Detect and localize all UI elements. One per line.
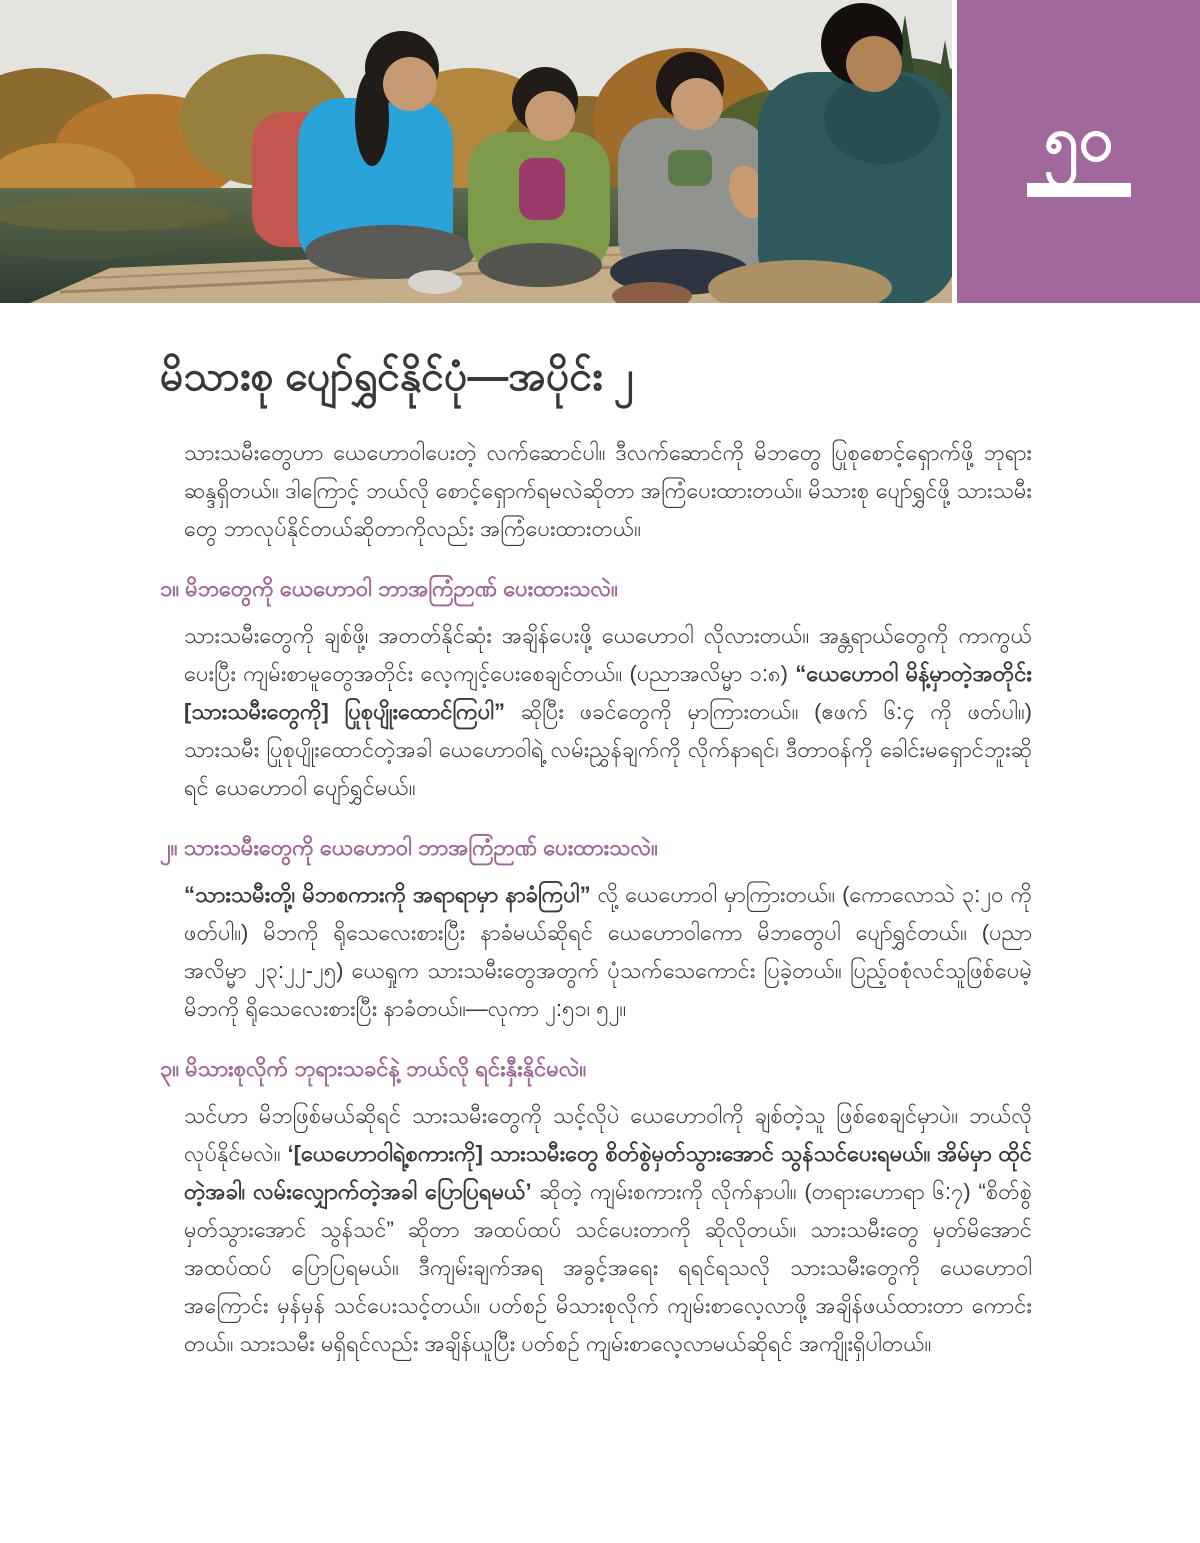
family-photo-illustration [0,0,952,303]
section-1-paragraph: သားသမီးတွေကို ချစ်ဖို့၊ အတတ်နိုင်ဆုံး အချိန်ပေးဖို့ ယေဟောဝါ လိုလားတယ်။ အန္တရာယ်တွေကို ကာကွယ်ပေးပြီး ကျမ်းစာမူတွေအတိုင်း လေ့ကျင့်ပေးစေချင်တယ်။ (ပညာအလိမ္မာ ၁:၈) “ယေဟောဝါ မိန့်မှာတဲ့အတိုင်း [သားသမီးတွေကို] ပြုစုပျိုးထောင်ကြပါ” ဆိုပြီး ဖခင်တွေကို မှာကြားတယ်။ (ဧဖက် ၆:၄ ကို ဖတ်ပါ။) သားသမီး ပြုစုပျိုးထောင်တဲ့အခါ ယေဟောဝါရဲ့ လမ်းညွှန်ချက်ကို လိုက်နာရင်၊ ဒီတာဝန်ကို ခေါင်းမရှောင်ဘူးဆိုရင် ယေဟောဝါ ပျော်ရွှင်မယ်။ [184,622,1032,800]
section-3-heading: ၃။ မိသားစုလိုက် ဘုရားသခင်နဲ့ ဘယ်လို ရင်းနှီးနိုင်မလဲ။ [160,1056,587,1082]
section-2-paragraph: “သားသမီးတို့၊ မိဘစကားကို အရာရာမှာ နာခံကြပါ” လို့ ယေဟောဝါ မှာကြားတယ်။ (ကောလောသဲ ၃:၂၀ ကို ဖတ်ပါ။) မိဘကို ရိုသေလေးစားပြီး နာခံမယ်ဆိုရင် ယေဟောဝါကော မိဘတွေပါ ပျော်ရွှင်တယ်။ (ပညာအလိမ္မာ ၂၃:၂၂-၂၅) ယေရှုက သားသမီးတွေအတွက် ပုံသက်သေကောင်း ပြခဲ့တယ်။ ပြည့်ဝစုံလင်သူဖြစ်ပေမဲ့ မိဘကို ရိုသေလေးစားပြီး နာခံတယ်။—လုကာ ၂:၅၁၊ ၅၂။ [184,881,1032,1022]
page-title: မိသားစု ပျော်ရွှင်နိုင်ပုံ—အပိုင်း ၂ [160,353,635,399]
section-2-heading: ၂။ သားသမီးတွေကို ယေဟောဝါ ဘာအကြံဉာဏ် ပေးထားသလဲ။ [160,834,658,860]
lesson-number: ၅၀ [1043,105,1114,175]
lesson-underline-bar [1027,183,1131,197]
section-1-heading: ၁။ မိဘတွေကို ယေဟောဝါ ဘာအကြံဉာဏ် ပေးထားသလဲ။ [160,575,618,601]
intro-paragraph: သားသမီးတွေဟာ ယေဟောဝါပေးတဲ့ လက်ဆောင်ပါ။ ဒီလက်ဆောင်ကို မိဘတွေ ပြုစုစောင့်ရှောက်ဖို့ ဘုရား ဆန္ဒရှိတယ်။ ဒါကြောင့် ဘယ်လို စောင့်ရှောက်ရမလဲဆိုတာ အကြံပေးထားတယ်။ မိသားစု ပျော်ရွှင်ဖို့ သားသမီးတွေ ဘာလုပ်နိုင်တယ်ဆိုတာကိုလည်း အကြံပေးထားတယ်။ [184,439,1032,541]
section-3-paragraph: သင်ဟာ မိဘဖြစ်မယ်ဆိုရင် သားသမီးတွေကို သင့်လိုပဲ ယေဟောဝါကို ချစ်တဲ့သူ ဖြစ်စေချင်မှာပဲ။ ဘယ်လို လုပ်နိုင်မလဲ။ ‘[ယေဟောဝါရဲ့စကားကို] သားသမီးတွေ စိတ်စွဲမှတ်သွားအောင် သွန်သင်ပေးရမယ်။ အိမ်မှာ ထိုင်တဲ့အခါ၊ လမ်းလျှောက်တဲ့အခါ ပြောပြရမယ်’ ဆိုတဲ့ ကျမ်းစကားကို လိုက်နာပါ။ (တရားဟောရာ ၆:၇) “စိတ်စွဲမှတ်သွားအောင် သွန်သင်” ဆိုတာ အထပ်ထပ် သင်ပေးတာကို ဆိုလိုတယ်။ သားသမီးတွေ မှတ်မိအောင် အထပ်ထပ် ပြောပြရမယ်။ ဒီကျမ်းချက်အရ အခွင့်အရေး ရရင်ရသလို သားသမီးတွေကို ယေဟောဝါအကြောင်း မှန်မှန် သင်ပေးသင့်တယ်။ ပတ်စဉ် မိသားစုလိုက် ကျမ်းစာလေ့လာဖို့ အချိန်ဖယ်ထားတာ ကောင်းတယ်။ သားသမီး မရှိရင်လည်း အချိန်ယူပြီး ပတ်စဉ် ကျမ်းစာလေ့လာမယ်ဆိုရင် အကျိုးရှိပါတယ်။ [184,1103,1032,1357]
lesson-number-block [957,0,1200,303]
family-photo [0,0,952,303]
lesson-content [160,346,1032,1373]
